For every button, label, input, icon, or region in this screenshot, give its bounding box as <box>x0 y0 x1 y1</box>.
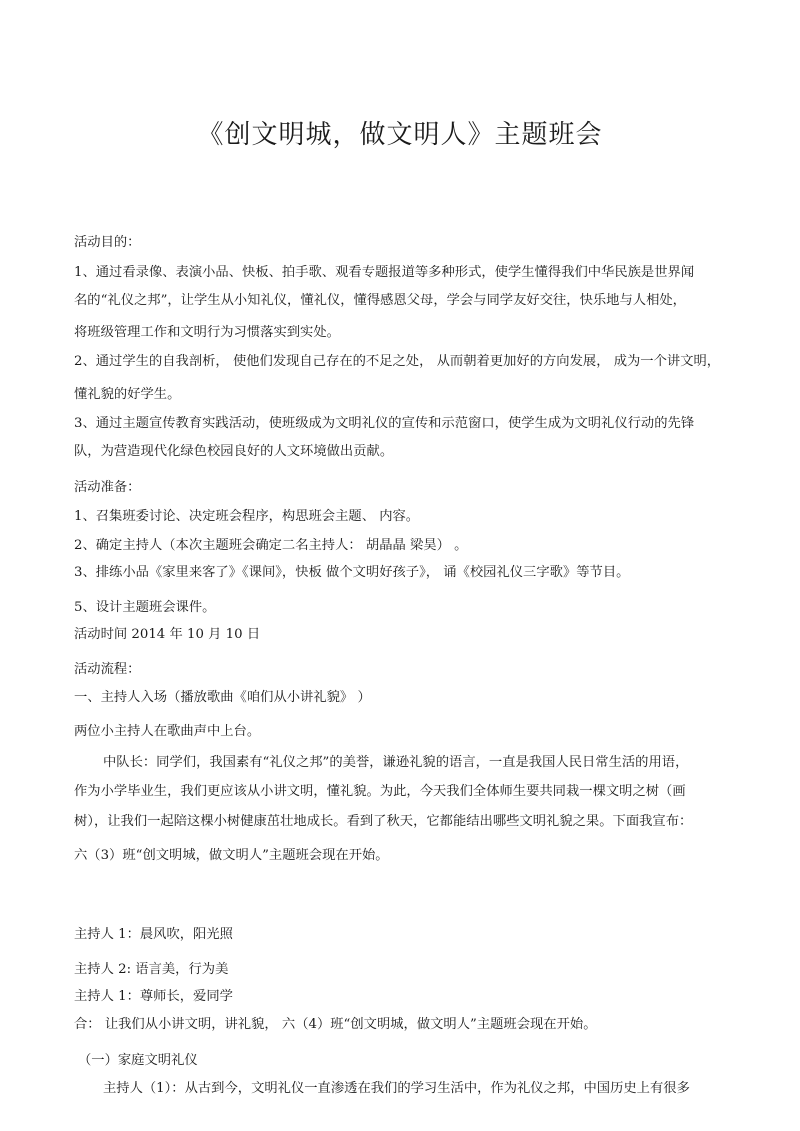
host-line-1: 主持人 1：晨风吹，阳光照 <box>74 927 233 942</box>
prep-item-5: 5、设计主题班会课件。 <box>74 600 216 615</box>
speech-line-1: 中队长：同学们，我国素有“礼仪之邦”的美誉，谦逊礼貌的语言，一直是我国人民日常生活的用语， <box>103 755 689 770</box>
flow-heading: 活动流程： <box>74 662 141 677</box>
purpose-item-2-line-2: 懂礼貌的好学生。 <box>74 387 181 402</box>
section-family-text: 主持人（1）：从古到今，文明礼仪一直渗透在我们的学习生活中，作为礼仪之邦，中国历史上有很多 <box>103 1081 690 1096</box>
purpose-item-1-line-3: 将班级管理工作和文明行为习惯落实到实处。 <box>74 325 340 340</box>
purpose-item-1-line-1: 1、通过看录像、表演小品、快板、拍手歌、观看专题报道等多种形式，使学生懂得我们中华民族是世界闻 <box>74 265 695 280</box>
purpose-heading: 活动目的： <box>74 235 141 250</box>
hosts-enter: 两位小主持人在歌曲声中上台。 <box>74 724 261 739</box>
prep-item-2: 2、确定主持人（本次主题班会确定二名主持人： 胡晶晶 梁昊） 。 <box>74 538 468 553</box>
activity-time: 活动时间 2014 年 10 月 10 日 <box>74 627 261 642</box>
page-title: 《创文明城，做文明人》主题班会 <box>197 120 603 150</box>
purpose-item-1-line-2: 名的“礼仪之邦”，让学生从小知礼仪，懂礼仪，懂得感恩父母，学会与同学友好交往，快乐地与人相处， <box>74 293 686 308</box>
flow-step-1: 一、主持人入场（播放歌曲《咱们从小讲礼貌》 ） <box>74 690 371 705</box>
prep-heading: 活动准备： <box>74 480 141 495</box>
section-family-etiquette: （一）家庭文明礼仪 <box>78 1053 198 1068</box>
host-line-together: 合： 让我们从小讲文明，讲礼貌， 六（4）班“创文明城，做文明人”主题班会现在开始。 <box>74 1017 597 1032</box>
speech-line-3: 树），让我们一起陪这棵小树健康茁壮地成长。看到了秋天，它都能结出哪些文明礼貌之果。下面我宣布： <box>74 814 693 829</box>
prep-item-3: 3、排练小品《家里来客了》《课间》，快板 做个文明好孩子》， 诵《校园礼仪三字歌》等节目。 <box>74 565 630 580</box>
purpose-item-2-line-1: 2、通过学生的自我剖析， 使他们发现自己存在的不足之处， 从而朝着更加好的方向发展， 成为一个讲文明， <box>74 354 721 369</box>
speech-line-4: 六（3）班“创文明城，做文明人”主题班会现在开始。 <box>74 848 389 863</box>
host-line-2: 主持人 2: 语言美，行为美 <box>74 962 229 977</box>
speech-line-2: 作为小学毕业生，我们更应该从小讲文明，懂礼貌。为此，今天我们全体师生要共同栽一棵文明之树（画 <box>74 784 686 799</box>
purpose-item-3-line-1: 3、通过主题宣传教育实践活动，使班级成为文明礼仪的宣传和示范窗口，使学生成为文明礼仪行动的先锋 <box>74 416 695 431</box>
purpose-item-3-line-2: 队，为营造现代化绿色校园良好的人文环境做出贡献。 <box>74 444 394 459</box>
prep-item-1: 1、召集班委讨论、决定班会程序，构思班会主题、 内容。 <box>74 509 420 524</box>
host-line-3: 主持人 1：尊师长，爱同学 <box>74 989 233 1004</box>
